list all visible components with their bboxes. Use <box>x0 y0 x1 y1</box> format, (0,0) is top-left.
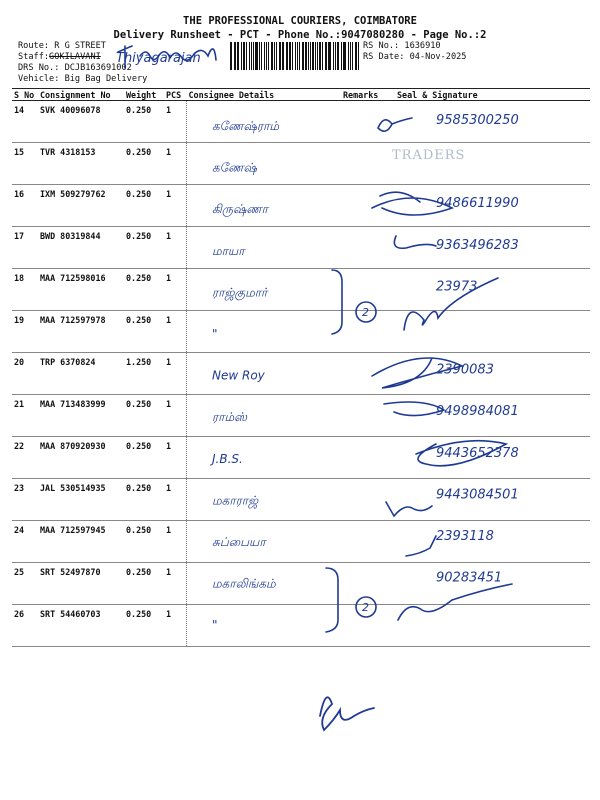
pcs-count: 1 <box>164 143 187 185</box>
column-header: PCS <box>164 89 187 101</box>
pcs-count: 1 <box>164 521 187 563</box>
staff-name: GOKILAVANI <box>49 52 101 62</box>
handwritten-consignee: ராம்ஸ் <box>212 410 248 425</box>
consignment-number: TRP 6370824 <box>38 353 124 395</box>
handwritten-consignee: மகாலிங்கம் <box>212 576 276 591</box>
consignment-number: SVK 40096078 <box>38 101 124 143</box>
row-sno: 14 <box>12 101 38 143</box>
row-sno: 19 <box>12 311 38 353</box>
consignment-number: MAA 712597945 <box>38 521 124 563</box>
handwritten-staff-name: Thiyagarajan <box>116 51 201 66</box>
column-header: Consignee Details <box>187 89 342 101</box>
circled-number: 2 <box>362 306 369 319</box>
handwritten-phone: 2390083 <box>436 362 494 378</box>
pcs-count: 1 <box>164 269 187 311</box>
consignment-number: JAL 530514935 <box>38 479 124 521</box>
column-header: S No <box>12 89 38 101</box>
handwritten-consignee: கணேஷ் <box>212 160 257 175</box>
weight-value: 0.250 <box>124 143 164 185</box>
handwritten-phone: 90283451 <box>436 570 503 586</box>
handwritten-consignee: " <box>212 618 218 633</box>
pcs-count: 1 <box>164 185 187 227</box>
row-sno: 18 <box>12 269 38 311</box>
pcs-count: 1 <box>164 227 187 269</box>
weight-value: 0.250 <box>124 479 164 521</box>
signature-mark <box>398 584 512 620</box>
handwritten-consignee: மாயா <box>212 243 245 258</box>
column-header: Remarks <box>341 89 395 101</box>
row-sno: 20 <box>12 353 38 395</box>
signature-mark <box>394 236 436 248</box>
bracket-mark <box>326 568 338 632</box>
handwritten-phone: 9585300250 <box>436 113 519 128</box>
consignment-number: MAA 713483999 <box>38 395 124 437</box>
circled-number: 2 <box>362 601 369 614</box>
row-sno: 17 <box>12 227 38 269</box>
handwritten-phone: 9443084501 <box>436 487 519 503</box>
row-sno: 21 <box>12 395 38 437</box>
weight-value: 1.250 <box>124 353 164 395</box>
document-title: THE PROFESSIONAL COURIERS, COIMBATORE <box>183 15 417 27</box>
weight-value: 0.250 <box>124 563 164 605</box>
consignment-number: MAA 712597978 <box>38 311 124 353</box>
handwritten-consignee: J.B.S. <box>212 451 243 466</box>
rs-date: RS Date: 04-Nov-2025 <box>363 52 467 62</box>
pcs-count: 1 <box>164 311 187 353</box>
row-sno: 24 <box>12 521 38 563</box>
row-sno: 26 <box>12 605 38 647</box>
signature-mark <box>384 402 444 416</box>
pcs-count: 1 <box>164 101 187 143</box>
pcs-count: 1 <box>164 563 187 605</box>
handwritten-phone: 9363496283 <box>436 237 519 253</box>
company-stamp: TRADERS <box>392 148 466 163</box>
drs-number: DRS No.: DCJB163691002 <box>18 63 132 73</box>
handwritten-phone: 9486611990 <box>436 196 519 212</box>
weight-value: 0.250 <box>124 185 164 227</box>
footer-signature <box>320 697 374 730</box>
handwritten-consignee: ராஜ்குமார் <box>212 285 268 300</box>
column-header: Consignment No <box>38 89 124 101</box>
row-sno: 22 <box>12 437 38 479</box>
row-sno: 15 <box>12 143 38 185</box>
handwritten-phone: 2393118 <box>436 529 494 544</box>
vehicle-label: Vehicle: Big Bag Delivery <box>18 74 148 84</box>
row-sno: 23 <box>12 479 38 521</box>
pcs-count: 1 <box>164 437 187 479</box>
handwritten-phone: 9498984081 <box>436 404 519 420</box>
signature-mark <box>386 502 432 516</box>
handwritten-consignee: கணேஷ்ராம் <box>212 119 280 133</box>
consignment-number: SRT 52497870 <box>38 563 124 605</box>
weight-value: 0.250 <box>124 521 164 563</box>
pcs-count: 1 <box>164 605 187 647</box>
handwritten-consignee: சுப்பையா <box>212 535 266 549</box>
weight-value: 0.250 <box>124 227 164 269</box>
pcs-count: 1 <box>164 479 187 521</box>
handwritten-phone: 9443652378 <box>436 445 519 461</box>
consignment-number: MAA 712598016 <box>38 269 124 311</box>
bracket-mark <box>332 270 342 334</box>
pcs-count: 1 <box>164 353 187 395</box>
consignment-number: TVR 4318153 <box>38 143 124 185</box>
handwritten-consignee: New Roy <box>212 368 265 383</box>
consignment-number: SRT 54460703 <box>38 605 124 647</box>
rs-number: RS No.: 1636910 <box>363 41 441 51</box>
row-sno: 25 <box>12 563 38 605</box>
consignment-number: MAA 870920930 <box>38 437 124 479</box>
staff-label: Staff: <box>18 52 50 62</box>
row-sno: 16 <box>12 185 38 227</box>
handwritten-consignee: " <box>212 327 218 341</box>
pcs-count: 1 <box>164 395 187 437</box>
weight-value: 0.250 <box>124 605 164 647</box>
signature-mark <box>406 536 436 556</box>
handwritten-phone: 23973 <box>436 279 478 295</box>
column-header: Weight <box>124 89 164 101</box>
handwritten-consignee: கிருஷ்ணா <box>212 202 268 217</box>
route-label: Route: R G STREET <box>18 41 106 51</box>
weight-value: 0.250 <box>124 437 164 479</box>
weight-value: 0.250 <box>124 101 164 143</box>
weight-value: 0.250 <box>124 311 164 353</box>
consignment-number: BWD 80319844 <box>38 227 124 269</box>
weight-value: 0.250 <box>124 269 164 311</box>
weight-value: 0.250 <box>124 395 164 437</box>
consignment-number: IXM 509279762 <box>38 185 124 227</box>
handwritten-consignee: மகாராஜ் <box>212 493 259 508</box>
document-subtitle: Delivery Runsheet - PCT - Phone No.:9047080280 - Page No.:2 <box>113 29 487 41</box>
column-header: Seal & Signature <box>395 89 590 101</box>
signature-mark <box>378 118 412 131</box>
